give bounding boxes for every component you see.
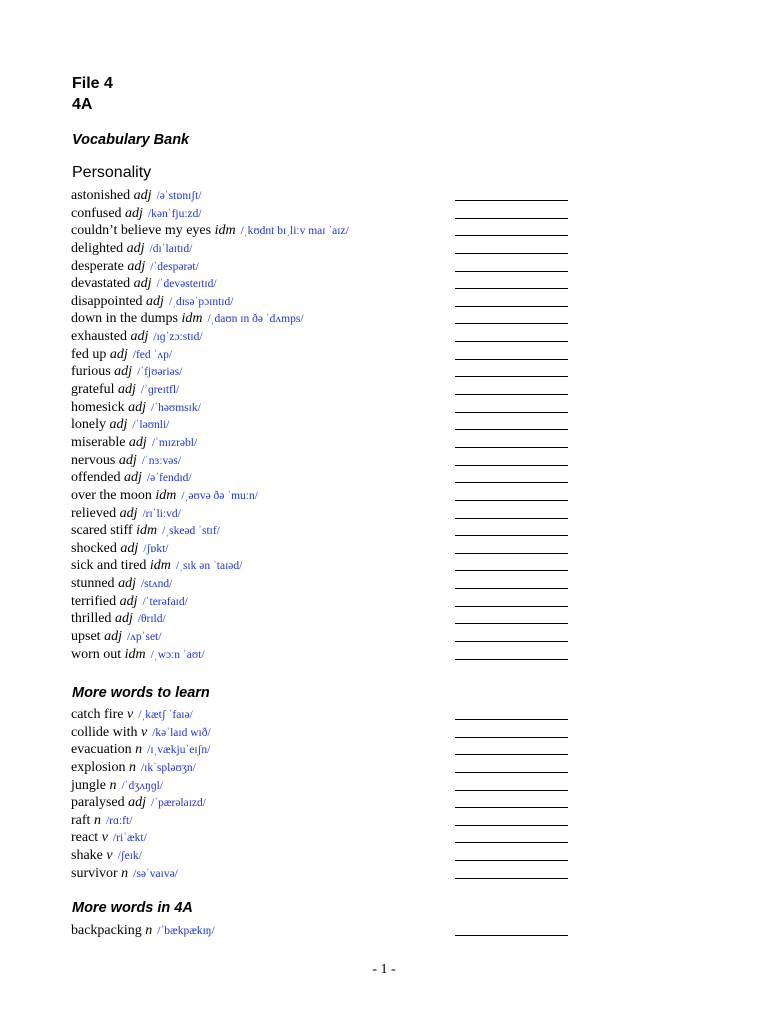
part-of-speech: adj (104, 629, 122, 645)
vocab-row (71, 724, 571, 742)
part-of-speech: n (93, 812, 101, 828)
part-of-speech: adj (114, 611, 133, 627)
translation-blank-line[interactable] (455, 825, 568, 826)
vocab-row (71, 575, 571, 593)
vocab-word: worn out (71, 646, 122, 662)
more-4a-list (71, 922, 571, 940)
vocab-row (71, 759, 571, 777)
page-number: - 1 - (372, 962, 396, 977)
phonetic-transcription: /ɪkˈspləʊʒn/ (140, 761, 196, 774)
vocab-word: couldn’t believe my eyes (71, 223, 212, 239)
translation-blank-line[interactable] (455, 553, 568, 554)
vocab-row (71, 434, 571, 452)
vocab-row (71, 416, 571, 434)
vocab-word: disappointed (71, 293, 143, 309)
vocab-row (71, 328, 571, 346)
vocab-row (71, 865, 571, 883)
part-of-speech: v (126, 707, 134, 722)
vocab-row (71, 522, 571, 540)
translation-blank-line[interactable] (455, 412, 568, 413)
translation-blank-line[interactable] (455, 754, 568, 755)
vocab-row (71, 363, 571, 381)
vocab-word: devastated (71, 276, 131, 292)
vocab-row (71, 222, 571, 240)
phonetic-transcription: /ˈɡreɪtfl/ (140, 384, 180, 397)
vocab-word: offended (71, 470, 121, 486)
vocab-word: react (71, 830, 99, 846)
vocab-word: exhausted (71, 329, 127, 345)
translation-blank-line[interactable] (455, 500, 568, 501)
phonetic-transcription: /səˈvaɪvə/ (133, 867, 178, 880)
vocabulary-bank-title: Vocabulary Bank (72, 132, 190, 148)
phonetic-transcription: /ʃɒkt/ (143, 542, 169, 555)
part-of-speech: adj (118, 576, 136, 592)
vocab-row (71, 646, 571, 664)
phonetic-transcription: /ˈbækpækɪŋ/ (157, 925, 215, 937)
vocab-word: paralysed (71, 795, 125, 811)
phonetic-transcription: /kəˈlaɪd wɪð/ (152, 726, 211, 739)
phonetic-transcription: /ˈterəfaɪd/ (142, 595, 188, 608)
phonetic-transcription: /ˈpærəlaɪzd/ (151, 797, 206, 810)
file-title: File 4 (72, 75, 113, 92)
vocab-word: shake (71, 848, 103, 864)
part-of-speech: v (141, 724, 148, 740)
part-of-speech: idm (155, 487, 177, 503)
vocab-word: scared stiff (71, 523, 133, 539)
phonetic-transcription: /ˌdɪsəˈpɔɪntɪd/ (168, 295, 234, 308)
section-title-personality: Personality (72, 164, 152, 181)
phonetic-transcription: /ˌwɔːn ˈaʊt/ (150, 648, 205, 661)
phonetic-transcription: /əˈstɒnɪʃt/ (156, 190, 202, 202)
phonetic-transcription: /ˈləʊnli/ (132, 419, 170, 432)
translation-blank-line[interactable] (455, 288, 568, 289)
phonetic-transcription: /ˈdespərət/ (150, 260, 199, 273)
part-of-speech: adj (109, 417, 128, 433)
translation-blank-line[interactable] (455, 218, 568, 219)
part-of-speech: adj (118, 382, 136, 398)
phonetic-transcription: /ʃeɪk/ (117, 850, 142, 863)
translation-blank-line[interactable] (455, 535, 568, 536)
vocab-row (71, 469, 571, 487)
part-of-speech: n (145, 923, 153, 938)
vocab-row (71, 258, 571, 276)
vocab-word: nervous (71, 452, 116, 468)
vocab-word: survivor (71, 865, 118, 881)
vocab-word: down in the dumps (71, 311, 178, 327)
more-words-title: More words to learn (72, 685, 210, 701)
translation-blank-line[interactable] (455, 935, 568, 936)
more-4a-title: More words in 4A (72, 900, 193, 916)
phonetic-transcription: /ʌpˈset/ (126, 631, 162, 644)
phonetic-transcription: /dɪˈlaɪtɪd/ (149, 242, 193, 255)
part-of-speech: idm (214, 223, 236, 239)
vocab-row (71, 829, 571, 847)
vocab-row (71, 399, 571, 417)
part-of-speech: idm (181, 311, 203, 327)
phonetic-transcription: /riˈækt/ (112, 832, 147, 845)
translation-blank-line[interactable] (455, 807, 568, 808)
vocab-word: astonished (71, 188, 131, 203)
translation-blank-line[interactable] (455, 659, 568, 660)
vocab-row (71, 381, 571, 399)
phonetic-transcription: /ˌəʊvə ðə ˈmuːn/ (181, 489, 258, 502)
vocab-word: homesick (71, 399, 125, 415)
vocab-row (71, 187, 571, 205)
vocab-row (71, 794, 571, 812)
phonetic-transcription: /rɑːft/ (105, 814, 133, 827)
translation-blank-line[interactable] (455, 447, 568, 448)
translation-blank-line[interactable] (455, 235, 568, 236)
part-of-speech: idm (136, 523, 158, 539)
vocab-row (71, 847, 571, 865)
vocab-word: sick and tired (71, 558, 147, 574)
part-of-speech: idm (124, 646, 146, 662)
vocab-word: explosion (71, 759, 126, 775)
part-of-speech: adj (128, 434, 147, 450)
translation-blank-line[interactable] (455, 341, 568, 342)
part-of-speech: adj (133, 276, 152, 292)
vocab-row (71, 540, 571, 558)
vocab-word: catch fire (71, 707, 124, 722)
vocab-word: backpacking (71, 923, 142, 938)
phonetic-transcription: /rɪˈliːvd/ (142, 507, 181, 520)
phonetic-transcription: /ˈdʒʌŋɡl/ (121, 779, 163, 792)
vocab-row (71, 310, 571, 328)
phonetic-transcription: /əˈfendɪd/ (146, 472, 192, 485)
part-of-speech: n (121, 865, 129, 881)
phonetic-transcription: /ɪˌvækjuˈeɪʃn/ (147, 744, 211, 757)
vocab-word: upset (71, 629, 101, 645)
phonetic-transcription: /ˈhəʊmsɪk/ (151, 401, 201, 414)
vocab-word: lonely (71, 417, 106, 433)
phonetic-transcription: /ˈfjʊəriəs/ (137, 366, 183, 379)
translation-blank-line[interactable] (455, 306, 568, 307)
vocab-row (71, 275, 571, 293)
translation-blank-line[interactable] (455, 737, 568, 738)
translation-blank-line[interactable] (455, 570, 568, 571)
part-of-speech: idm (149, 558, 171, 574)
vocab-row (71, 706, 571, 724)
vocab-word: miserable (71, 434, 126, 450)
part-of-speech: adj (119, 593, 138, 609)
vocab-word: confused (71, 205, 122, 221)
phonetic-transcription: /ˈdevəsteɪtɪd/ (156, 278, 217, 291)
unit-title: 4A (72, 96, 93, 113)
vocab-word: stunned (71, 576, 115, 592)
vocab-word: delighted (71, 240, 124, 256)
translation-blank-line[interactable] (455, 772, 568, 773)
phonetic-transcription: /ˈnɜːvəs/ (141, 454, 182, 467)
translation-blank-line[interactable] (455, 376, 568, 377)
personality-list (71, 187, 571, 663)
part-of-speech: adj (126, 240, 145, 256)
translation-blank-line[interactable] (455, 271, 568, 272)
part-of-speech: adj (114, 364, 133, 380)
part-of-speech: adj (125, 205, 143, 221)
translation-blank-line[interactable] (455, 588, 568, 589)
vocab-word: over the moon (71, 487, 152, 503)
vocab-row (71, 777, 571, 795)
vocab-word: jungle (71, 777, 106, 793)
phonetic-transcription: /kənˈfjuːzd/ (147, 207, 202, 220)
translation-blank-line[interactable] (455, 429, 568, 430)
vocab-row (71, 628, 571, 646)
vocab-row (71, 240, 571, 258)
vocab-word: fed up (71, 346, 107, 362)
vocab-row (71, 293, 571, 311)
phonetic-transcription: /ˌkætʃ ˈfaɪə/ (138, 709, 193, 721)
more-words-list (71, 706, 571, 882)
translation-blank-line[interactable] (455, 790, 568, 791)
translation-blank-line[interactable] (455, 606, 568, 607)
vocab-word: shocked (71, 540, 117, 556)
part-of-speech: v (106, 848, 113, 864)
vocab-word: relieved (71, 505, 117, 521)
translation-blank-line[interactable] (455, 359, 568, 360)
phonetic-transcription: /fed ˈʌp/ (132, 348, 173, 361)
part-of-speech: adj (128, 795, 147, 811)
phonetic-transcription: /stʌnd/ (140, 578, 173, 591)
vocab-word: grateful (71, 382, 115, 398)
phonetic-transcription: /ˌdaʊn ɪn ðə ˈdʌmps/ (207, 313, 304, 326)
phonetic-transcription: /θrɪld/ (137, 613, 166, 626)
part-of-speech: adj (124, 470, 142, 486)
vocab-row (71, 205, 571, 223)
vocab-row (71, 346, 571, 364)
phonetic-transcription: /ˌkʊdnt bɪˌliːv maɪ ˈaɪz/ (240, 225, 349, 238)
translation-blank-line[interactable] (455, 394, 568, 395)
part-of-speech: adj (120, 540, 139, 556)
part-of-speech: adj (130, 329, 149, 345)
part-of-speech: v (101, 830, 108, 846)
part-of-speech: adj (146, 293, 164, 309)
vocab-row (71, 505, 571, 523)
vocab-row (71, 487, 571, 505)
vocab-word: evacuation (71, 742, 132, 758)
vocab-row (71, 452, 571, 470)
part-of-speech: adj (119, 505, 138, 521)
translation-blank-line[interactable] (455, 200, 568, 201)
vocab-word: collide with (71, 724, 138, 740)
vocab-row (71, 610, 571, 628)
translation-blank-line[interactable] (455, 518, 568, 519)
phonetic-transcription: /ɪɡˈzɔːstɪd/ (153, 331, 203, 344)
vocab-row (71, 557, 571, 575)
part-of-speech: n (128, 759, 136, 775)
vocab-row (71, 922, 571, 940)
translation-blank-line[interactable] (455, 842, 568, 843)
translation-blank-line[interactable] (455, 719, 568, 720)
part-of-speech: adj (133, 188, 152, 203)
translation-blank-line[interactable] (455, 253, 568, 254)
part-of-speech: n (109, 777, 117, 793)
phonetic-transcription: /ˈmɪzrəbl/ (151, 436, 198, 449)
part-of-speech: adj (109, 346, 128, 362)
translation-blank-line[interactable] (455, 860, 568, 861)
part-of-speech: adj (128, 399, 147, 415)
part-of-speech: n (135, 742, 143, 758)
translation-blank-line[interactable] (455, 323, 568, 324)
vocab-word: thrilled (71, 611, 112, 627)
vocab-word: terrified (71, 593, 117, 609)
phonetic-transcription: /ˌskeəd ˈstɪf/ (162, 525, 220, 538)
part-of-speech: adj (127, 258, 146, 274)
translation-blank-line[interactable] (455, 465, 568, 466)
vocab-word: desperate (71, 258, 124, 274)
part-of-speech: adj (118, 452, 137, 468)
translation-blank-line[interactable] (455, 623, 568, 624)
vocab-row (71, 593, 571, 611)
vocab-row (71, 741, 571, 759)
phonetic-transcription: /ˌsɪk ən ˈtaɪəd/ (175, 560, 243, 573)
translation-blank-line[interactable] (455, 878, 568, 879)
vocab-row (71, 812, 571, 830)
translation-blank-line[interactable] (455, 641, 568, 642)
vocab-word: furious (71, 364, 111, 380)
vocab-word: raft (71, 812, 91, 828)
translation-blank-line[interactable] (455, 482, 568, 483)
